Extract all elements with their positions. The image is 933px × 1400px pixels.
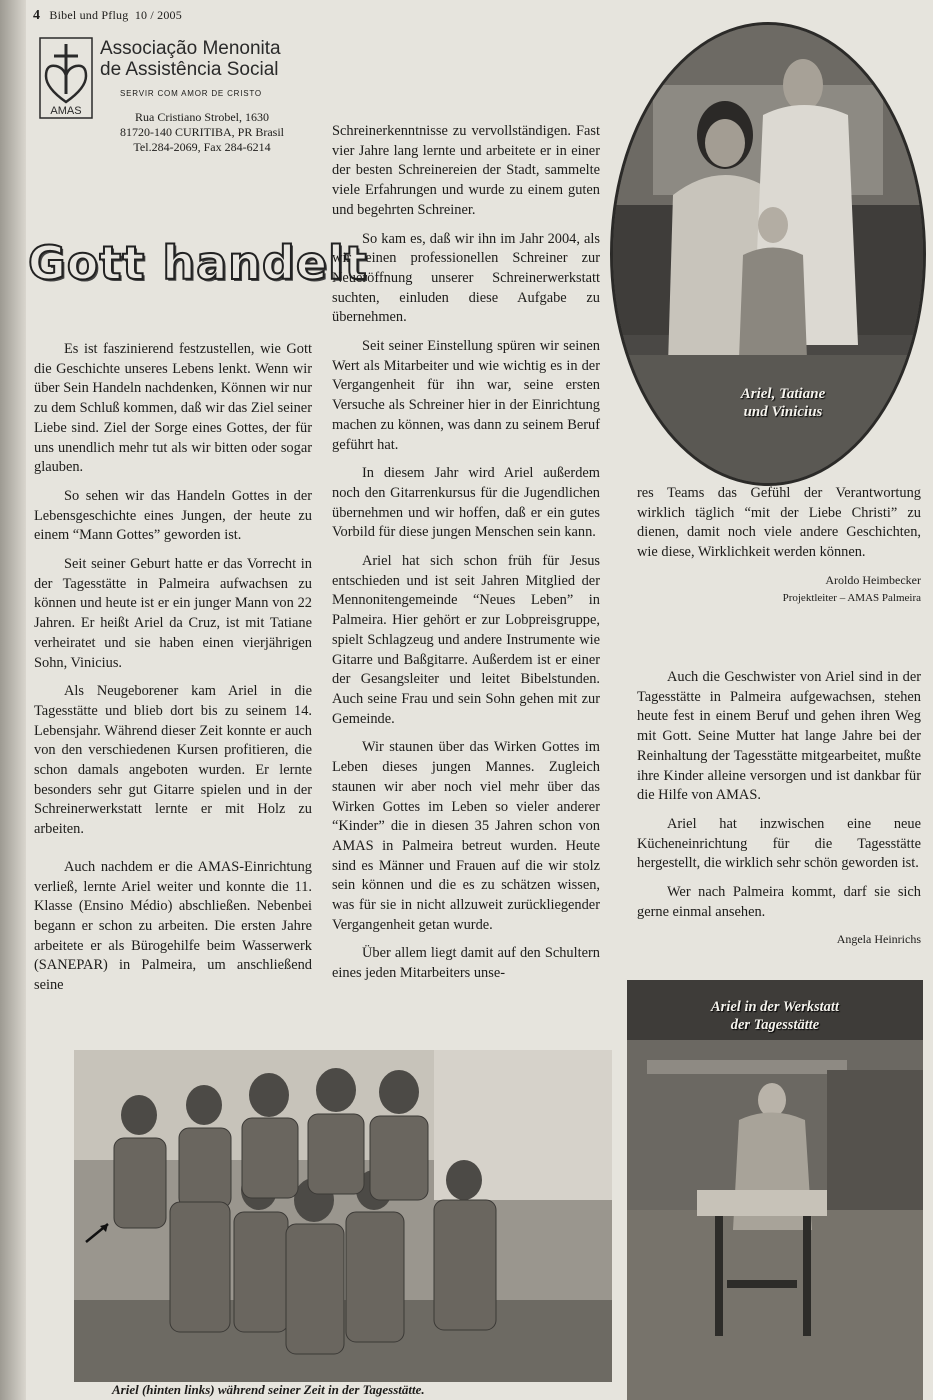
children-photo-caption: Ariel (hinten links) während seiner Zeit in der Tagesstätte. <box>112 1382 425 1397</box>
article-column-3-top <box>637 484 921 606</box>
children-photo-image <box>74 1050 612 1382</box>
signature-name: Aroldo Heimbecker <box>825 572 921 587</box>
article-title: Gott handelt <box>28 236 368 290</box>
paragraph: Als Neugeborener kam Ariel in die Tagesstätte und blieb dort bis zu seinem 14. Lebensjahr. Während dieser Zeit konnte er auch von den verschiedenen Kursen profitieren, die schon damals angeboten wurden. Er lernte besonders sehr gut Gitarre spielen und in der Schreinerwerkstatt lernte er mit Holz zu arbeiten. <box>34 683 312 838</box>
issue-number: 10 / 2005 <box>134 8 182 22</box>
paragraph: Seit seiner Geburt hatte er das Vorrecht in der Tagesstätte in Palmeira aufwachsen zu können und heute ist er ein junger Mann von 22 Jahren. Er heißt Ariel da Cruz, ist mit Tatiane verheiratet und sie haben einen vierjährigen Sohn, Vinicius. <box>34 556 312 671</box>
paragraph: Ariel hat sich schon früh für Jesus entschieden und ist seit Jahren Mitglied der Mennonitengemeinde “Neues Leben” in Palmeira. Hier gehört er zur Lobpreisgruppe, spielt Schlagzeug und andere Instrumente wie Gitarre und Baßgitarre. Außerdem ist er einer der Gesangsleiter und leitet Bibelstunden. Auch seine Frau und sein Sohn gehen mit zur Gemeinde. <box>332 553 600 727</box>
organization-address <box>106 110 298 155</box>
paragraph: Auch die Geschwister von Ariel sind in der Tagesstätte in Palmeira aufgewachsen, stehen heute fest in einem Beruf und gehen ihren Weg mit Gott. Seine Mutter hat lange Jahre bei der Reinhaltung der Tagesstätte mitgearbeitet, mußte ihre Kinder alleine versorgen und ist dankbar für die Hilfe von AMAS. <box>637 669 921 804</box>
signature-name: Angela Heinrichs <box>836 932 921 947</box>
paragraph: res Teams das Gefühl der Verantwortung wirklich täglich “mit der Liebe Christi” zu dienen, damit noch viele andere Geschichten, wie diese, Wirklichkeit werden können. <box>637 485 921 561</box>
caption-line1: Ariel in der Werkstatt <box>711 999 839 1015</box>
paragraph: Über allem liegt damit auf den Schultern eines jeden Mitarbeiters unse- <box>332 945 600 982</box>
paragraph: Wer nach Palmeira kommt, darf sie sich gerne einmal ansehen. <box>637 884 921 920</box>
paragraph: Auch nachdem er die AMAS-Einrichtung verließ, lernte Ariel weiter und konnte die 11. Klasse (Ensino Médio) abschließen. Nebenbei begann er schon zu arbeiten. Die ersten Jahre arbeitete er als Bürogehilfe beim Wasserwerk (SANEPAR) in Palmeira, um anschließend seine <box>34 858 312 994</box>
paragraph: Es ist faszinierend festzustellen, wie Gott die Geschichte unseres Lebens lenkt. Wenn wir über Sein Handeln nachdenken, Können wir nur zu dem Schluß kommen, daß wir das Ziel seiner Liebe sind. Ziel der Sorge eines Gottes, der für uns unendlich mehr tut als wir bitten oder sogar glauben. <box>34 341 312 476</box>
paragraph: So sehen wir das Handeln Gottes in der Lebensgeschichte eines Jungen, der heute zu einem “Mann Gottes” geworden ist. <box>34 487 312 544</box>
amas-logo <box>38 36 94 122</box>
caption-line1: Ariel, Tatiane <box>740 386 826 402</box>
address-line2: 81720-140 CURITIBA, PR Brasil <box>119 125 284 139</box>
organization-tagline: SERVIR COM AMOR DE CRISTO <box>120 89 262 98</box>
organization-name-line2: de Assistência Social <box>100 59 279 80</box>
caption-line2: und Vinicius <box>743 404 823 420</box>
publication-name: Bibel und Pflug <box>49 8 129 22</box>
paragraph: In diesem Jahr wird Ariel außerdem noch den Gitarrenkursus für die Jugendlichen übernehmen und wir hoffen, daß er ein gutes Vorbild für diese jungen Menschen sein kann. <box>332 465 600 541</box>
amas-logo-graphic <box>38 36 94 122</box>
workshop-photo-image <box>627 980 923 1400</box>
article-column-3-bottom <box>637 668 921 947</box>
logo-text: AMAS <box>50 105 82 117</box>
article-column-2 <box>332 122 600 993</box>
children-photo <box>74 1050 612 1382</box>
paragraph: Seit seiner Einstellung spüren wir seinen Wert als Mitarbeiter und wie wichtig es in der Vergangenheit für ihn war, seine ersten Versuche als Schreiner hier in der Einrichtung machen zu können, was dann zu seinem Beruf geführt hat. <box>332 338 600 453</box>
workshop-photo-caption <box>647 998 903 1034</box>
page-number: 4 <box>33 8 41 23</box>
running-header <box>33 8 182 24</box>
paragraph: Ariel hat inzwischen eine neue Kücheneinrichtung für die Tagesstätte hergestellt, die wirklich sehr schön geworden ist. <box>637 815 921 872</box>
caption-line2: der Tagesstätte <box>730 1017 820 1033</box>
article-column-1 <box>34 340 312 1005</box>
paragraph: So kam es, daß wir ihn im Jahr 2004, als wir einen professionellen Schreiner zur Neueröffnung unserer Schreinerwerkstatt suchten, einluden diese Aufgabe zu übernehmen. <box>332 230 600 326</box>
workshop-photo <box>627 980 923 1400</box>
address-line3: Tel.284-2069, Fax 284-6214 <box>133 140 271 154</box>
address-line1: Rua Cristiano Strobel, 1630 <box>135 110 269 124</box>
paragraph: Schreinerkenntnisse zu vervollständigen. Fast vier Jahre lang lernte und arbeitete er in einer der besten Schreinereien der Stadt, sammelte viele Erfahrungen und wurde zu einem guten und begehrten Schreiner. <box>332 123 600 218</box>
page-binding-edge <box>0 0 26 1400</box>
signature-role: Projektleiter – AMAS Palmeira <box>782 591 921 604</box>
organization-name <box>100 38 281 80</box>
family-photo <box>610 22 926 486</box>
paragraph: Wir staunen über das Wirken Gottes im Leben dieses jungen Mannes. Zugleich staunen wir aber noch viel mehr über das Wirken Gottes im Leben so vieler anderer “Kinder” die in diesen 35 Jahren schon von AMAS in Palmeira betreut wurden. Heute sind es Männer und Frauen auf die wir stolz sein können und die es zu schätzen wissen, was für sie in nicht allzuweit zurückliegender Vergangenheit getan wurde. <box>332 739 600 933</box>
organization-name-line1: Associação Menonita <box>100 38 281 59</box>
family-photo-caption <box>703 385 863 421</box>
